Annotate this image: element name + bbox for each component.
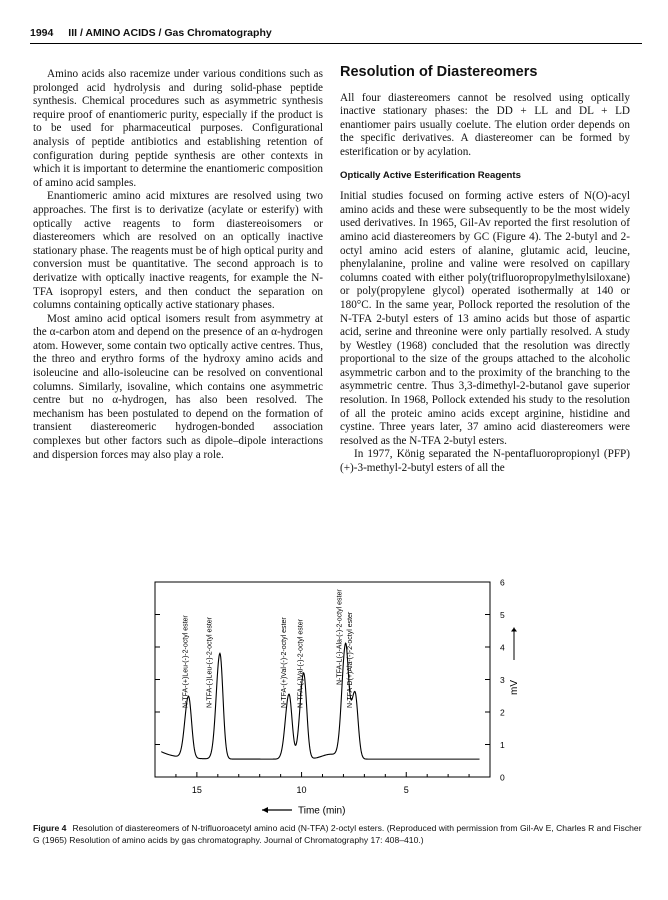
paragraph: All four diastereomers cannot be resolved using optically inactive stationary phases: the DD + LL and DL + LD enantiomer pairs usually coelute. The elution order depends on the specific derivatives. A diastereomer can be formed by esterification or by acylation.	[340, 91, 630, 158]
right-column	[340, 66, 630, 476]
y-axis-label: mV	[509, 680, 520, 695]
running-title: III / AMINO ACIDS / Gas Chromatography	[68, 27, 272, 39]
header-rule	[30, 43, 642, 44]
x-axis-label: Time (min)	[298, 805, 346, 817]
plot-frame	[155, 582, 490, 777]
y-tick-label: 0	[500, 772, 505, 783]
paragraph: In 1977, König separated the N-pentafluoropropionyl (PFP) (+)-3-methyl-2-butyl esters of all the	[340, 448, 630, 475]
chromatogram-chart	[0, 570, 668, 818]
peak-label: N-TFA-(+)Val-(-)-2-octyl ester	[280, 617, 288, 708]
chromatogram-figure	[0, 570, 668, 818]
x-tick-label: 5	[403, 785, 409, 795]
x-axis-arrow-head	[262, 807, 268, 813]
y-tick-label: 1	[500, 740, 505, 750]
caption-label: Figure 4	[33, 823, 67, 833]
paragraph: Most amino acid optical isomers result from asymmetry at the α-carbon atom and depend on the presence of an α-hydrogen atom. However, some contain two optically active centres. Thus, the threo and erythro forms of the hydroxy amino acids and isoleucine and allo-isoleucine can be resolved on conventional columns. Similarly, isovaline, which contains one asymmetric centre but no α-hydrogen, has also been resolved. The mechanism has been postulated to depend on the formation of transient diastereomeric hydrogen-bonded association complexes but other factors such as dipole–dipole interactions and dispersion forces may also play a role.	[33, 312, 323, 461]
page-number: 1994	[30, 27, 54, 39]
section-heading: Resolution of Diastereomers	[340, 64, 538, 80]
paragraph: Enantiomeric amino acid mixtures are resolved using two approaches. The first is to derivatize (acylate or esterify) with optically active reagents to form diastereoisomers or diastereomers which are resolved on an optically inactive stationary phase. The reagents must be of high optical purity and conversion must be quantitative. The second approach is to derivatize with optically inactive reagents, for example the N-TFA isopropyl esters, and then conduct the separation on columns containing optically active stationary phases.	[33, 190, 323, 312]
paragraph: Amino acids also racemize under various conditions such as prolonged acid hydrolysis and during solid-phase peptide synthesis. Chemical procedures such as asymmetric synthesis require proof of enantiomeric purity, especially if the product is to be used for pharmaceutical purposes. Configurational analysis of peptide antibiotics and establishing retention of configuration during peptide synthesis are other contexts in which it is important to determine the enantiomeric composition of amino acid samples.	[33, 68, 323, 189]
running-header	[30, 27, 642, 39]
left-column	[33, 68, 323, 462]
caption-text: Resolution of diastereomers of N-trifluoroacetyl amino acid (N-TFA) 2-octyl esters. (Reproduced with permission from Gil-Av E, Charles R and Fischer G (1965) Resolution of amino acids by gas chromatography. Journal of Chromatography 17: 408–410.)	[33, 823, 642, 845]
paragraph: Initial studies focused on forming active esters of N(O)-acyl amino acids and these were subsequently to be the most widely used derivatives. In 1965, Gil-Av reported the first resolution of amino acid diastereomers by GC (Figure 4). The 2-butyl and 2-octyl amino acid esters of alanine, glutamic acid, leucine, phenylalanine, proline and valine were resolved on capillary columns coated with either poly(trifluoropropylmethylsiloxane) or poly(propylene glycol) operated isothermally at 140 or 180°C. In the same year, Pollock reported the resolution of the N-TFA 2-butyl esters of 13 amino acids but those of aspartic acid, serine and threonine were only partially resolved. A study by Westley (1968) concluded that the resolution was directly proportional to the size of the groups attached to the alcoholic asymmetric carbon and to the proximity of the branching to the asymmetric centre. Thus 3,3-dimethyl-2-butanol gave superior resolution. In 1968, Pollock extended his study to the resolution of all the proteic amino acids except arginine, histidine and cystine. Three years later, 37 amino acid diastereomers were resolved as the N-TFA 2-butyl esters.	[340, 190, 630, 447]
subsection-heading: Optically Active Esterification Reagents	[340, 169, 521, 181]
y-tick-label: 5	[500, 610, 505, 620]
peak-label: N-TFA-D(+)Ala-(-)-2-octyl ester	[346, 611, 354, 708]
y-tick-label: 6	[500, 577, 505, 588]
peak-label: N-TFA-(-)Val-(-)-2-octyl ester	[297, 619, 305, 708]
y-tick-label: 2	[500, 707, 505, 718]
y-tick-label: 3	[500, 675, 505, 685]
y-axis-arrow-head	[511, 628, 517, 632]
y-tick-label: 4	[500, 642, 505, 653]
peak-label: N-TFA-(-)Leu-(-)-2-octyl ester	[206, 616, 214, 708]
x-tick-label: 15	[191, 785, 202, 795]
figure-caption	[33, 823, 643, 846]
x-tick-label: 10	[296, 785, 307, 795]
peak-label: N-TFA-(+)Leu-(-)-2-octyl ester	[182, 615, 190, 708]
peak-label: N-TFA-L(-)-Ala-(-)-2-octyl ester	[336, 589, 344, 685]
